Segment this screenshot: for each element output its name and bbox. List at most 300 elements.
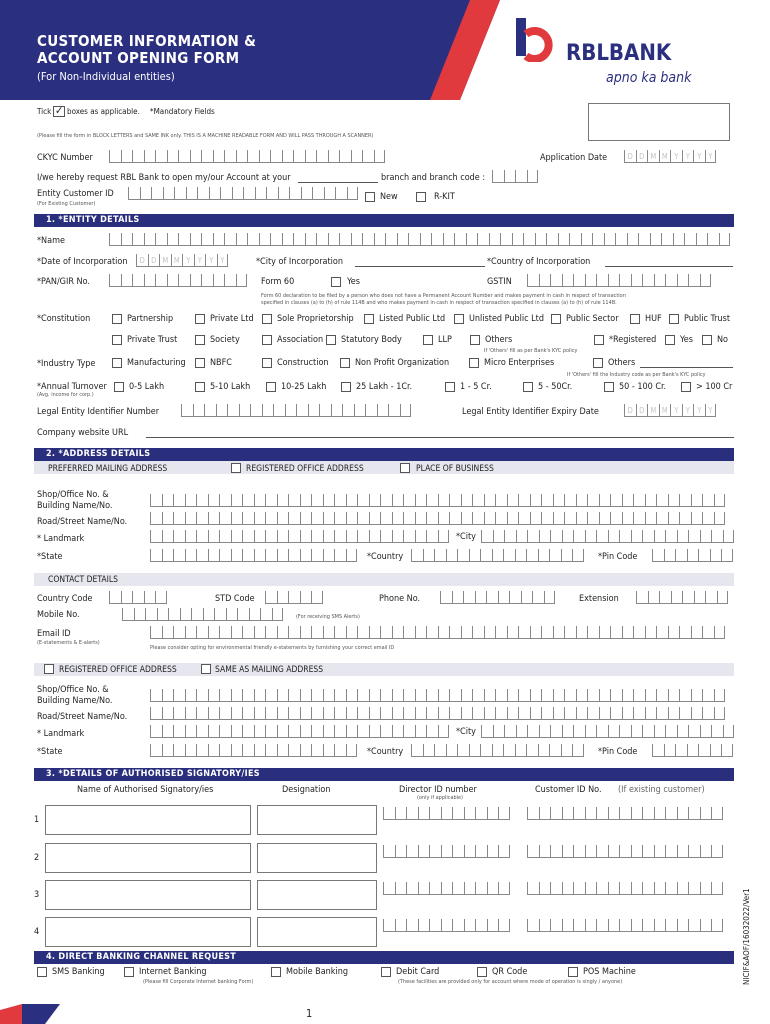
input-cell[interactable] bbox=[265, 725, 277, 738]
input-cell[interactable] bbox=[121, 591, 133, 604]
input-cell[interactable] bbox=[265, 707, 277, 720]
input-cell[interactable] bbox=[688, 530, 700, 543]
input-cell[interactable] bbox=[711, 725, 723, 738]
input-cell[interactable] bbox=[675, 744, 687, 757]
input-cell[interactable] bbox=[204, 404, 216, 417]
input-cell[interactable] bbox=[374, 233, 386, 246]
input-cell[interactable] bbox=[723, 725, 735, 738]
input-cell[interactable] bbox=[167, 274, 179, 287]
input-cell[interactable] bbox=[572, 549, 584, 562]
designation-box[interactable] bbox=[257, 805, 377, 835]
input-cell[interactable] bbox=[365, 404, 377, 417]
input-cell[interactable] bbox=[622, 689, 634, 702]
input-cell[interactable] bbox=[346, 744, 358, 757]
input-cell[interactable] bbox=[219, 689, 231, 702]
input-cell[interactable] bbox=[553, 689, 565, 702]
input-cell[interactable] bbox=[698, 744, 710, 757]
input-cell[interactable] bbox=[242, 707, 254, 720]
input-cell[interactable] bbox=[357, 689, 369, 702]
input-cell[interactable] bbox=[357, 512, 369, 525]
input-cell[interactable] bbox=[498, 919, 510, 932]
input-cell[interactable] bbox=[296, 404, 308, 417]
input-cell[interactable] bbox=[438, 707, 450, 720]
input-cell[interactable] bbox=[500, 233, 512, 246]
input-cell[interactable] bbox=[383, 882, 395, 895]
input-cell[interactable] bbox=[242, 549, 254, 562]
input-cell[interactable] bbox=[573, 882, 585, 895]
input-cell[interactable] bbox=[383, 807, 395, 820]
input-cell[interactable] bbox=[539, 919, 551, 932]
input-cell[interactable] bbox=[191, 608, 203, 621]
input-cell[interactable] bbox=[282, 150, 294, 163]
input-cell[interactable] bbox=[619, 530, 631, 543]
input-cell[interactable] bbox=[132, 150, 144, 163]
input-cell[interactable] bbox=[395, 845, 407, 858]
input-cell[interactable] bbox=[656, 689, 668, 702]
input-cell[interactable] bbox=[564, 512, 576, 525]
input-cell[interactable] bbox=[507, 494, 519, 507]
date-cell[interactable]: M bbox=[659, 150, 671, 163]
input-cell[interactable] bbox=[220, 187, 232, 200]
input-cell[interactable] bbox=[334, 512, 346, 525]
input-cell[interactable] bbox=[196, 549, 208, 562]
input-cell[interactable] bbox=[562, 919, 574, 932]
input-cell[interactable] bbox=[174, 187, 186, 200]
input-cell[interactable] bbox=[173, 744, 185, 757]
input-cell[interactable] bbox=[665, 807, 677, 820]
input-cell[interactable] bbox=[530, 707, 542, 720]
input-cell[interactable] bbox=[162, 725, 174, 738]
input-cell[interactable] bbox=[216, 404, 228, 417]
input-cell[interactable] bbox=[208, 494, 220, 507]
input-cell[interactable] bbox=[495, 512, 507, 525]
input-cell[interactable] bbox=[472, 707, 484, 720]
input-cell[interactable] bbox=[518, 512, 530, 525]
input-cell[interactable] bbox=[654, 919, 666, 932]
input-cell[interactable] bbox=[185, 725, 197, 738]
input-cell[interactable] bbox=[714, 512, 726, 525]
input-cell[interactable] bbox=[688, 882, 700, 895]
input-cell[interactable] bbox=[677, 530, 689, 543]
input-cell[interactable] bbox=[721, 744, 733, 757]
input-cell[interactable] bbox=[487, 807, 499, 820]
input-cell[interactable] bbox=[265, 549, 277, 562]
director-id-boxes[interactable] bbox=[383, 919, 510, 932]
input-cell[interactable] bbox=[168, 608, 180, 621]
input-cell[interactable] bbox=[576, 626, 588, 639]
input-cell[interactable] bbox=[564, 689, 576, 702]
designation-box[interactable] bbox=[257, 843, 377, 873]
input-cell[interactable] bbox=[323, 512, 335, 525]
input-cell[interactable] bbox=[654, 725, 666, 738]
input-cell[interactable] bbox=[549, 744, 561, 757]
input-cell[interactable] bbox=[518, 626, 530, 639]
input-cell[interactable] bbox=[132, 274, 144, 287]
input-cell[interactable] bbox=[157, 608, 169, 621]
input-cell[interactable] bbox=[265, 512, 277, 525]
input-cell[interactable] bbox=[679, 707, 691, 720]
input-cell[interactable] bbox=[700, 725, 712, 738]
constitution1-checkbox-2[interactable] bbox=[262, 314, 272, 324]
input-cell[interactable] bbox=[719, 233, 731, 246]
input-cell[interactable] bbox=[599, 494, 611, 507]
input-cell[interactable] bbox=[475, 591, 487, 604]
input-cell[interactable] bbox=[581, 233, 593, 246]
input-cell[interactable] bbox=[270, 233, 282, 246]
input-cell[interactable] bbox=[707, 233, 719, 246]
input-cell[interactable] bbox=[277, 744, 289, 757]
input-cell[interactable] bbox=[572, 744, 584, 757]
input-cell[interactable] bbox=[254, 744, 266, 757]
input-cell[interactable] bbox=[472, 689, 484, 702]
input-cell[interactable] bbox=[608, 274, 620, 287]
input-cell[interactable] bbox=[426, 530, 438, 543]
input-cell[interactable] bbox=[475, 845, 487, 858]
input-cell[interactable] bbox=[619, 919, 631, 932]
input-cell[interactable] bbox=[173, 707, 185, 720]
input-cell[interactable] bbox=[610, 512, 622, 525]
input-cell[interactable] bbox=[185, 530, 197, 543]
input-cell[interactable] bbox=[380, 626, 392, 639]
input-cell[interactable] bbox=[636, 591, 648, 604]
input-cell[interactable] bbox=[334, 549, 346, 562]
input-cell[interactable] bbox=[509, 591, 521, 604]
input-cell[interactable] bbox=[659, 591, 671, 604]
input-cell[interactable] bbox=[585, 274, 597, 287]
input-cell[interactable] bbox=[587, 626, 599, 639]
date-cell[interactable]: Y bbox=[693, 404, 705, 417]
input-cell[interactable] bbox=[631, 919, 643, 932]
input-cell[interactable] bbox=[196, 689, 208, 702]
input-cell[interactable] bbox=[515, 549, 527, 562]
input-cell[interactable] bbox=[539, 274, 551, 287]
input-cell[interactable] bbox=[585, 919, 597, 932]
input-cell[interactable] bbox=[196, 512, 208, 525]
input-cell[interactable] bbox=[631, 530, 643, 543]
date-cell[interactable]: Y bbox=[205, 254, 217, 267]
input-cell[interactable] bbox=[619, 807, 631, 820]
input-cell[interactable] bbox=[397, 233, 409, 246]
input-cell[interactable] bbox=[334, 494, 346, 507]
road-boxes[interactable] bbox=[150, 512, 725, 525]
same-mailing-checkbox[interactable] bbox=[201, 664, 211, 674]
input-cell[interactable] bbox=[231, 512, 243, 525]
input-cell[interactable] bbox=[254, 707, 266, 720]
input-cell[interactable] bbox=[151, 187, 163, 200]
input-cell[interactable] bbox=[645, 626, 657, 639]
input-cell[interactable] bbox=[346, 494, 358, 507]
industry-checkbox-5[interactable] bbox=[593, 358, 603, 368]
input-cell[interactable] bbox=[679, 689, 691, 702]
input-cell[interactable] bbox=[300, 689, 312, 702]
input-cell[interactable] bbox=[351, 150, 363, 163]
input-cell[interactable] bbox=[558, 233, 570, 246]
input-cell[interactable] bbox=[631, 845, 643, 858]
input-cell[interactable] bbox=[608, 882, 620, 895]
input-cell[interactable] bbox=[380, 725, 392, 738]
input-cell[interactable] bbox=[346, 707, 358, 720]
input-cell[interactable] bbox=[698, 549, 710, 562]
input-cell[interactable] bbox=[323, 689, 335, 702]
input-cell[interactable] bbox=[288, 744, 300, 757]
input-cell[interactable] bbox=[461, 707, 473, 720]
input-cell[interactable] bbox=[449, 707, 461, 720]
input-cell[interactable] bbox=[573, 919, 585, 932]
input-cell[interactable] bbox=[461, 689, 473, 702]
input-cell[interactable] bbox=[209, 187, 221, 200]
date-cell[interactable]: Y bbox=[693, 150, 705, 163]
input-cell[interactable] bbox=[484, 512, 496, 525]
input-cell[interactable] bbox=[438, 725, 450, 738]
ckyc-boxes[interactable] bbox=[109, 150, 385, 163]
gstin-boxes[interactable] bbox=[527, 274, 711, 287]
input-cell[interactable] bbox=[185, 494, 197, 507]
city-boxes[interactable] bbox=[481, 530, 734, 543]
input-cell[interactable] bbox=[642, 530, 654, 543]
input-cell[interactable] bbox=[438, 530, 450, 543]
input-cell[interactable] bbox=[608, 725, 620, 738]
lei-boxes[interactable] bbox=[181, 404, 411, 417]
input-cell[interactable] bbox=[691, 707, 703, 720]
input-cell[interactable] bbox=[201, 274, 213, 287]
input-cell[interactable] bbox=[711, 845, 723, 858]
input-cell[interactable] bbox=[484, 689, 496, 702]
date-cell[interactable]: D bbox=[136, 254, 148, 267]
input-cell[interactable] bbox=[573, 274, 585, 287]
input-cell[interactable] bbox=[193, 404, 205, 417]
input-cell[interactable] bbox=[457, 549, 469, 562]
input-cell[interactable] bbox=[346, 549, 358, 562]
date-cell[interactable]: D bbox=[636, 404, 648, 417]
turnover-checkbox-1[interactable] bbox=[195, 382, 205, 392]
input-cell[interactable] bbox=[403, 725, 415, 738]
input-cell[interactable] bbox=[185, 689, 197, 702]
input-cell[interactable] bbox=[392, 494, 404, 507]
date-cell[interactable]: Y bbox=[194, 254, 206, 267]
input-cell[interactable] bbox=[608, 530, 620, 543]
industry-checkbox-4[interactable] bbox=[469, 358, 479, 368]
input-cell[interactable] bbox=[316, 150, 328, 163]
turnover-checkbox-3[interactable] bbox=[341, 382, 351, 392]
input-cell[interactable] bbox=[573, 725, 585, 738]
input-cell[interactable] bbox=[331, 404, 343, 417]
input-cell[interactable] bbox=[415, 530, 427, 543]
input-cell[interactable] bbox=[677, 274, 689, 287]
input-cell[interactable] bbox=[656, 512, 668, 525]
input-cell[interactable] bbox=[608, 919, 620, 932]
input-cell[interactable] bbox=[596, 845, 608, 858]
input-cell[interactable] bbox=[515, 170, 527, 183]
input-cell[interactable] bbox=[452, 845, 464, 858]
branch-code-boxes[interactable] bbox=[492, 170, 538, 183]
input-cell[interactable] bbox=[585, 530, 597, 543]
input-cell[interactable] bbox=[596, 882, 608, 895]
channel-checkbox-3[interactable] bbox=[381, 967, 391, 977]
input-cell[interactable] bbox=[173, 549, 185, 562]
input-cell[interactable] bbox=[487, 882, 499, 895]
input-cell[interactable] bbox=[162, 512, 174, 525]
input-cell[interactable] bbox=[714, 689, 726, 702]
input-cell[interactable] bbox=[334, 626, 346, 639]
input-cell[interactable] bbox=[167, 233, 179, 246]
input-cell[interactable] bbox=[346, 512, 358, 525]
input-cell[interactable] bbox=[434, 549, 446, 562]
input-cell[interactable] bbox=[526, 744, 538, 757]
input-cell[interactable] bbox=[288, 549, 300, 562]
input-cell[interactable] bbox=[527, 725, 539, 738]
input-cell[interactable] bbox=[714, 494, 726, 507]
input-cell[interactable] bbox=[265, 626, 277, 639]
input-cell[interactable] bbox=[369, 725, 381, 738]
input-cell[interactable] bbox=[631, 882, 643, 895]
input-cell[interactable] bbox=[449, 494, 461, 507]
input-cell[interactable] bbox=[242, 725, 254, 738]
input-cell[interactable] bbox=[403, 689, 415, 702]
input-cell[interactable] bbox=[541, 707, 553, 720]
input-cell[interactable] bbox=[316, 233, 328, 246]
input-cell[interactable] bbox=[564, 707, 576, 720]
input-cell[interactable] bbox=[392, 725, 404, 738]
constitution1-checkbox-6[interactable] bbox=[630, 314, 640, 324]
input-cell[interactable] bbox=[527, 274, 539, 287]
input-cell[interactable] bbox=[406, 807, 418, 820]
input-cell[interactable] bbox=[576, 707, 588, 720]
input-cell[interactable] bbox=[530, 626, 542, 639]
input-cell[interactable] bbox=[549, 549, 561, 562]
input-cell[interactable] bbox=[687, 744, 699, 757]
doi-boxes[interactable] bbox=[136, 254, 228, 267]
input-cell[interactable] bbox=[255, 187, 267, 200]
input-cell[interactable] bbox=[599, 689, 611, 702]
input-cell[interactable] bbox=[415, 707, 427, 720]
input-cell[interactable] bbox=[654, 274, 666, 287]
input-cell[interactable] bbox=[150, 707, 162, 720]
input-cell[interactable] bbox=[109, 233, 121, 246]
date-cell[interactable]: Y bbox=[182, 254, 194, 267]
input-cell[interactable] bbox=[311, 689, 323, 702]
input-cell[interactable] bbox=[201, 233, 213, 246]
input-cell[interactable] bbox=[415, 512, 427, 525]
input-cell[interactable] bbox=[446, 549, 458, 562]
channel-checkbox-4[interactable] bbox=[477, 967, 487, 977]
input-cell[interactable] bbox=[441, 882, 453, 895]
constitution1-checkbox-7[interactable] bbox=[669, 314, 679, 324]
input-cell[interactable] bbox=[219, 530, 231, 543]
input-cell[interactable] bbox=[642, 274, 654, 287]
input-cell[interactable] bbox=[440, 591, 452, 604]
input-cell[interactable] bbox=[418, 845, 430, 858]
industry-checkbox-1[interactable] bbox=[195, 358, 205, 368]
input-cell[interactable] bbox=[492, 744, 504, 757]
input-cell[interactable] bbox=[599, 707, 611, 720]
std-boxes[interactable] bbox=[265, 591, 323, 604]
input-cell[interactable] bbox=[498, 591, 510, 604]
input-cell[interactable] bbox=[178, 274, 190, 287]
input-cell[interactable] bbox=[654, 530, 666, 543]
input-cell[interactable] bbox=[392, 512, 404, 525]
input-cell[interactable] bbox=[493, 530, 505, 543]
input-cell[interactable] bbox=[426, 725, 438, 738]
input-cell[interactable] bbox=[553, 626, 565, 639]
input-cell[interactable] bbox=[721, 549, 733, 562]
input-cell[interactable] bbox=[668, 707, 680, 720]
input-cell[interactable] bbox=[324, 187, 336, 200]
input-cell[interactable] bbox=[208, 707, 220, 720]
input-cell[interactable] bbox=[484, 707, 496, 720]
input-cell[interactable] bbox=[242, 494, 254, 507]
input-cell[interactable] bbox=[259, 233, 271, 246]
constitution2-checkbox-6[interactable] bbox=[594, 335, 604, 345]
input-cell[interactable] bbox=[604, 233, 616, 246]
input-cell[interactable] bbox=[339, 150, 351, 163]
input-cell[interactable] bbox=[380, 530, 392, 543]
input-cell[interactable] bbox=[539, 845, 551, 858]
input-cell[interactable] bbox=[507, 512, 519, 525]
input-cell[interactable] bbox=[429, 919, 441, 932]
input-cell[interactable] bbox=[357, 725, 369, 738]
input-cell[interactable] bbox=[288, 494, 300, 507]
input-cell[interactable] bbox=[504, 170, 516, 183]
input-cell[interactable] bbox=[714, 626, 726, 639]
input-cell[interactable] bbox=[539, 530, 551, 543]
signatory-name-box[interactable] bbox=[45, 805, 251, 835]
input-cell[interactable] bbox=[688, 725, 700, 738]
input-cell[interactable] bbox=[585, 725, 597, 738]
customer-id-boxes[interactable] bbox=[527, 882, 723, 895]
date-cell[interactable]: D bbox=[636, 150, 648, 163]
input-cell[interactable] bbox=[661, 233, 673, 246]
input-cell[interactable] bbox=[710, 549, 722, 562]
input-cell[interactable] bbox=[265, 591, 277, 604]
input-cell[interactable] bbox=[573, 530, 585, 543]
input-cell[interactable] bbox=[134, 608, 146, 621]
input-cell[interactable] bbox=[219, 744, 231, 757]
input-cell[interactable] bbox=[530, 689, 542, 702]
input-cell[interactable] bbox=[664, 549, 676, 562]
director-id-boxes[interactable] bbox=[383, 882, 510, 895]
input-cell[interactable] bbox=[516, 530, 528, 543]
input-cell[interactable] bbox=[608, 807, 620, 820]
input-cell[interactable] bbox=[196, 530, 208, 543]
input-cell[interactable] bbox=[489, 233, 501, 246]
form60-yes-checkbox[interactable] bbox=[331, 277, 341, 287]
country-boxes[interactable] bbox=[411, 744, 584, 757]
input-cell[interactable] bbox=[423, 549, 435, 562]
input-cell[interactable] bbox=[541, 512, 553, 525]
industry-checkbox-2[interactable] bbox=[262, 358, 272, 368]
input-cell[interactable] bbox=[196, 626, 208, 639]
input-cell[interactable] bbox=[599, 626, 611, 639]
date-cell[interactable]: D bbox=[148, 254, 160, 267]
input-cell[interactable] bbox=[438, 626, 450, 639]
input-cell[interactable] bbox=[415, 689, 427, 702]
input-cell[interactable] bbox=[311, 725, 323, 738]
customer-id-boxes[interactable] bbox=[527, 919, 723, 932]
input-cell[interactable] bbox=[231, 744, 243, 757]
input-cell[interactable] bbox=[452, 882, 464, 895]
input-cell[interactable] bbox=[301, 187, 313, 200]
input-cell[interactable] bbox=[388, 404, 400, 417]
reg-office-address-checkbox[interactable] bbox=[44, 664, 54, 674]
input-cell[interactable] bbox=[121, 233, 133, 246]
input-cell[interactable] bbox=[535, 233, 547, 246]
date-cell[interactable]: Y bbox=[705, 150, 717, 163]
input-cell[interactable] bbox=[357, 626, 369, 639]
input-cell[interactable] bbox=[527, 882, 539, 895]
shop-boxes[interactable] bbox=[150, 689, 725, 702]
input-cell[interactable] bbox=[213, 150, 225, 163]
input-cell[interactable] bbox=[196, 725, 208, 738]
